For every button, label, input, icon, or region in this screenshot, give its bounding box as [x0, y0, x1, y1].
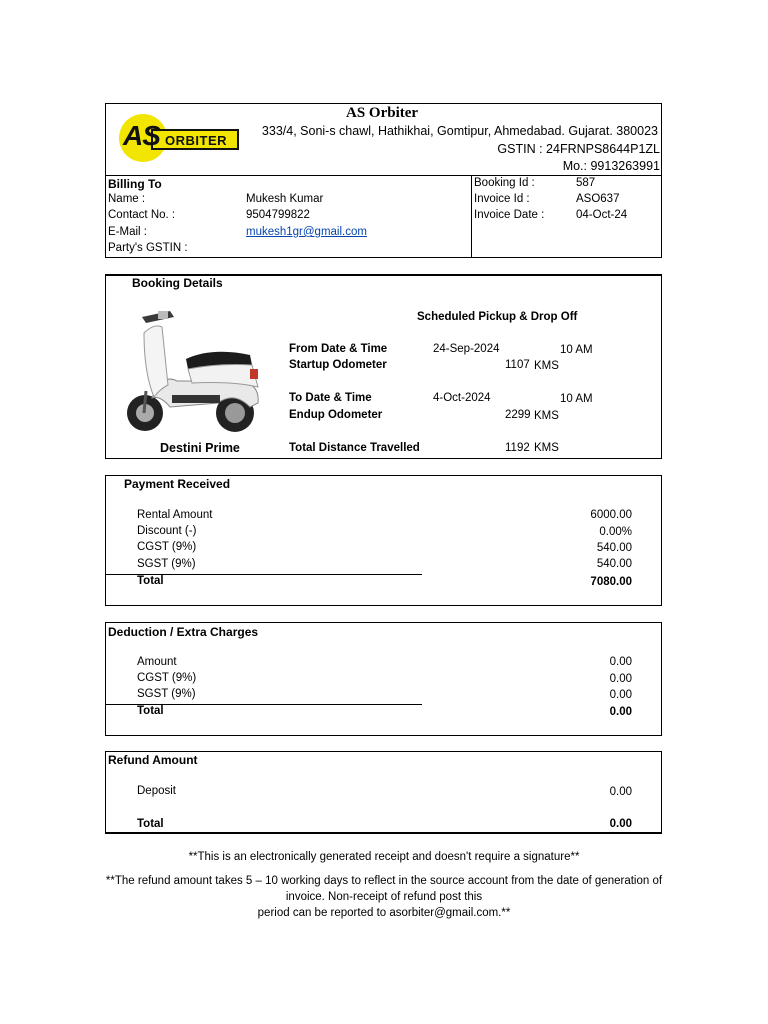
logo-text-as: AS [123, 120, 160, 151]
deduction-total-value: 0.00 [609, 706, 632, 718]
company-mobile: Mo.: 9913263991 [562, 159, 660, 173]
company-gstin: GSTIN : 24FRNPS8644P1ZL [497, 142, 660, 156]
company-name: AS Orbiter [346, 105, 419, 121]
invoice-date-value: 04-Oct-24 [576, 209, 628, 221]
scooter-image [122, 303, 266, 435]
deduction-title: Deduction / Extra Charges [108, 625, 259, 639]
endup-unit: KMS [534, 410, 559, 422]
from-label: From Date & Time [289, 343, 388, 355]
payment-row-label: Rental Amount [137, 509, 213, 521]
name-value: Mukesh Kumar [246, 193, 324, 205]
total-distance-label: Total Distance Travelled [289, 442, 420, 454]
email-label: E-Mail : [108, 226, 147, 238]
endup-value: 2299 [505, 409, 531, 421]
total-distance-value: 1192 [505, 442, 530, 454]
name-label: Name : [108, 193, 146, 205]
deduction-row-label: Amount [137, 656, 177, 668]
deduction-row-value: 0.00 [609, 656, 632, 668]
to-time: 10 AM [560, 393, 593, 405]
to-label: To Date & Time [289, 392, 372, 404]
deduction-total-label: Total [137, 705, 164, 717]
contact-value: 9504799822 [246, 209, 310, 221]
total-distance-unit: KMS [534, 442, 559, 454]
deduction-row-label: SGST (9%) [137, 688, 196, 700]
billing-divider [471, 175, 472, 258]
deduction-row-value: 0.00 [609, 689, 632, 701]
to-date: 4-Oct-2024 [433, 392, 491, 404]
party-gstin-label: Party's GSTIN : [108, 242, 188, 254]
footer-note-signature: **This is an electronically generated receipt and doesn't require a signature** [188, 851, 580, 863]
email-link[interactable]: mukesh1gr@gmail.com [246, 226, 367, 238]
refund-total-label: Total [137, 818, 164, 830]
booking-id-label: Booking Id : [474, 177, 535, 189]
payment-total-label: Total [137, 575, 164, 587]
logo-text-orbiter: ORBITER [165, 133, 227, 148]
from-time: 10 AM [560, 344, 593, 356]
refund-total-value: 0.00 [609, 818, 632, 830]
invoice-id-label: Invoice Id : [474, 193, 530, 205]
startup-value: 1107 [505, 359, 530, 371]
footer-note-refund-line3: period can be reported to asorbiter@gmail.com.** [257, 907, 511, 919]
startup-unit: KMS [534, 360, 559, 372]
company-logo [117, 112, 241, 164]
booking-title: Booking Details [132, 276, 223, 290]
company-address: 333/4, Soni-s chawl, Hathikhai, Gomtipur, Ahmedabad. Gujarat. 380023 [261, 124, 658, 138]
booking-id-value: 587 [576, 177, 596, 189]
footer-note-refund-line2: invoice. Non-receipt of refund post this [285, 891, 483, 903]
contact-label: Contact No. : [108, 209, 176, 221]
deduction-row-value: 0.00 [609, 673, 632, 685]
deposit-value: 0.00 [609, 786, 632, 798]
payment-row-label: Discount (-) [137, 525, 197, 537]
startup-label: Startup Odometer [289, 359, 387, 371]
payment-row-value: 540.00 [596, 558, 632, 570]
payment-title: Payment Received [124, 477, 231, 491]
billing-title: Billing To [108, 177, 162, 191]
from-date: 24-Sep-2024 [433, 343, 500, 355]
deposit-label: Deposit [137, 785, 176, 797]
vehicle-name: Destini Prime [160, 441, 240, 455]
payment-row-label: CGST (9%) [137, 541, 197, 553]
endup-label: Endup Odometer [289, 409, 383, 421]
invoice-id-value: ASO637 [576, 193, 620, 205]
payment-total-value: 7080.00 [590, 576, 632, 588]
refund-title: Refund Amount [108, 753, 198, 767]
header-divider [105, 175, 662, 176]
payment-row-label: SGST (9%) [137, 558, 196, 570]
footer-note-refund-line1: **The refund amount takes 5 – 10 working days to reflect in the source account from the date of generation of [105, 875, 663, 887]
payment-row-value: 540.00 [596, 542, 632, 554]
payment-row-value: 0.00% [599, 526, 632, 538]
booking-mode: Scheduled Pickup & Drop Off [417, 311, 578, 323]
deduction-row-label: CGST (9%) [137, 672, 197, 684]
invoice-date-label: Invoice Date : [474, 209, 545, 221]
payment-row-value: 6000.00 [590, 509, 632, 521]
